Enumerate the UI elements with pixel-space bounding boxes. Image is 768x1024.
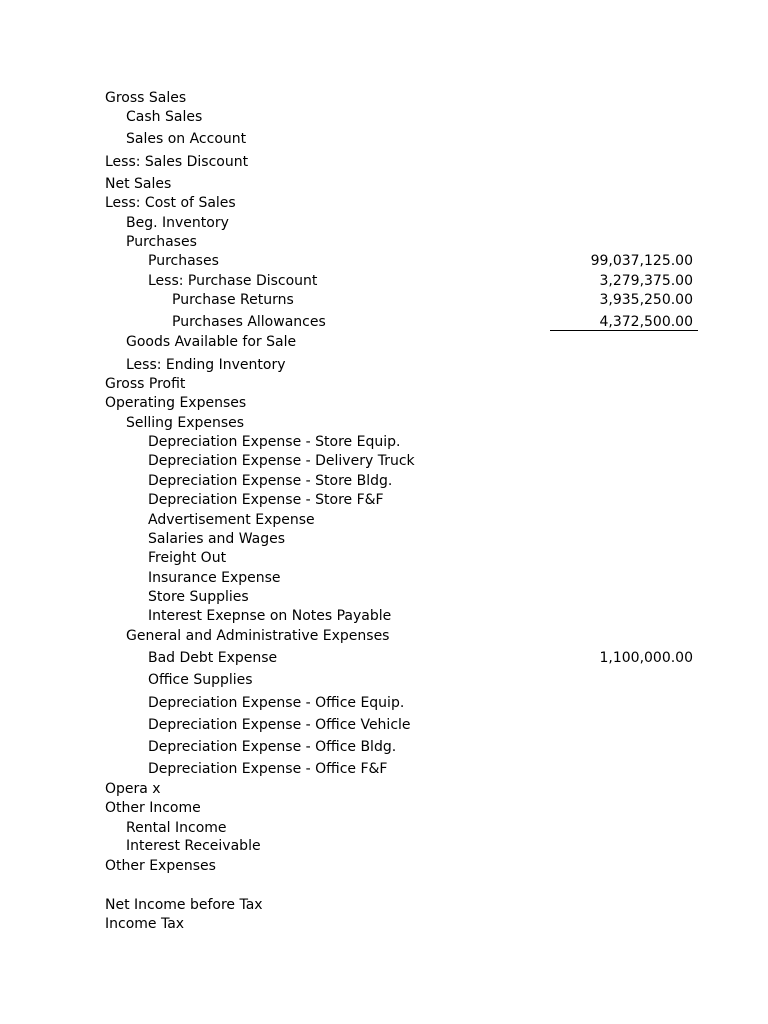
- label-interest-notes: Interest Exepnse on Notes Payable: [148, 608, 392, 624]
- label-insurance: Insurance Expense: [148, 570, 281, 586]
- row-freight-out: [105, 548, 695, 568]
- row-beg-inventory: [105, 213, 695, 233]
- row-sales-on-account: [105, 129, 695, 149]
- row-purchase-returns: [105, 290, 695, 310]
- row-dep-office-bldg: [105, 737, 695, 757]
- label-other-income: Other Income: [105, 800, 201, 816]
- label-gross-sales: Gross Sales: [105, 90, 187, 106]
- row-cash-sales: [105, 107, 695, 127]
- label-dep-office-vehicle: Depreciation Expense - Office Vehicle: [148, 717, 411, 733]
- row-net-income-before-tax: [105, 895, 695, 915]
- label-purchase-returns: Purchase Returns: [172, 292, 294, 308]
- row-dep-store-ff: [105, 490, 695, 510]
- label-purchases-allowances: Purchases Allowances: [172, 314, 326, 330]
- row-interest-receivable: [105, 836, 695, 856]
- row-bad-debt: [105, 648, 695, 668]
- amount-purchases: 99,037,125.00: [590, 253, 693, 269]
- amount-purchase-discount: 3,279,375.00: [599, 273, 693, 289]
- label-dep-office-bldg: Depreciation Expense - Office Bldg.: [148, 739, 397, 755]
- subtotal-underline: [550, 330, 698, 331]
- row-other-income: [105, 798, 695, 818]
- label-purchases-header: Purchases: [126, 234, 197, 250]
- row-operating-income: [105, 779, 695, 799]
- label-dep-delivery-truck: Depreciation Expense - Delivery Truck: [148, 453, 415, 469]
- label-dep-office-ff: Depreciation Expense - Office F&F: [148, 761, 388, 777]
- amount-purchases-allowances: 4,372,500.00: [599, 314, 693, 330]
- row-dep-office-equip: [105, 693, 695, 713]
- label-net-sales: Net Sales: [105, 176, 172, 192]
- label-other-expenses: Other Expenses: [105, 858, 216, 874]
- row-dep-store-bldg: [105, 471, 695, 491]
- label-selling-expenses: Selling Expenses: [126, 415, 245, 431]
- row-interest-notes: [105, 606, 695, 626]
- row-less-ending-inventory: [105, 355, 695, 375]
- row-gross-profit: [105, 374, 695, 394]
- label-beg-inventory: Beg. Inventory: [126, 215, 229, 231]
- label-rental-income: Rental Income: [126, 820, 227, 836]
- row-purchases-header: [105, 232, 695, 252]
- row-purchases-allowances: [105, 312, 695, 332]
- label-purchases: Purchases: [148, 253, 219, 269]
- label-salaries-wages: Salaries and Wages: [148, 531, 286, 547]
- row-rental-income: [105, 818, 695, 838]
- label-operating-income-truncated: Opera x: [105, 781, 161, 797]
- label-bad-debt: Bad Debt Expense: [148, 650, 278, 666]
- row-operating-expenses: [105, 393, 695, 413]
- label-net-income-before-tax: Net Income before Tax: [105, 897, 263, 913]
- label-less-cost-of-sales: Less: Cost of Sales: [105, 195, 236, 211]
- label-store-supplies: Store Supplies: [148, 589, 249, 605]
- label-less-sales-discount: Less: Sales Discount: [105, 154, 249, 170]
- row-less-cost-of-sales: [105, 193, 695, 213]
- row-goods-available: [105, 332, 695, 352]
- label-sales-on-account: Sales on Account: [126, 131, 247, 147]
- row-less-sales-discount: [105, 152, 695, 172]
- label-gross-profit: Gross Profit: [105, 376, 186, 392]
- label-less-ending-inventory: Less: Ending Inventory: [126, 357, 286, 373]
- row-dep-delivery-truck: [105, 451, 695, 471]
- label-interest-receivable: Interest Receivable: [126, 838, 261, 854]
- label-dep-store-equip: Depreciation Expense - Store Equip.: [148, 434, 401, 450]
- label-office-supplies: Office Supplies: [148, 672, 253, 688]
- row-selling-expenses: [105, 413, 695, 433]
- row-income-tax: [105, 914, 695, 934]
- label-income-tax: Income Tax: [105, 916, 185, 932]
- row-other-expenses: [105, 856, 695, 876]
- row-dep-office-ff: [105, 759, 695, 779]
- row-salaries-wages: [105, 529, 695, 549]
- row-purchases: [105, 251, 695, 271]
- label-dep-office-equip: Depreciation Expense - Office Equip.: [148, 695, 405, 711]
- row-less-purchase-discount: [105, 271, 695, 291]
- label-advertisement: Advertisement Expense: [148, 512, 315, 528]
- amount-purchase-returns: 3,935,250.00: [599, 292, 693, 308]
- label-freight-out: Freight Out: [148, 550, 227, 566]
- label-dep-store-bldg: Depreciation Expense - Store Bldg.: [148, 473, 393, 489]
- row-net-sales: [105, 174, 695, 194]
- label-dep-store-ff: Depreciation Expense - Store F&F: [148, 492, 384, 508]
- label-gen-admin: General and Administrative Expenses: [126, 628, 390, 644]
- row-insurance: [105, 568, 695, 588]
- row-advertisement: [105, 510, 695, 530]
- row-office-supplies: [105, 670, 695, 690]
- label-operating-expenses: Operating Expenses: [105, 395, 247, 411]
- amount-bad-debt: 1,100,000.00: [599, 650, 693, 666]
- label-less-purchase-discount: Less: Purchase Discount: [148, 273, 318, 289]
- row-gross-sales: [105, 88, 695, 108]
- row-dep-office-vehicle: [105, 715, 695, 735]
- row-dep-store-equip: [105, 432, 695, 452]
- label-cash-sales: Cash Sales: [126, 109, 203, 125]
- label-goods-available: Goods Available for Sale: [126, 334, 297, 350]
- row-gen-admin: [105, 626, 695, 646]
- row-store-supplies: [105, 587, 695, 607]
